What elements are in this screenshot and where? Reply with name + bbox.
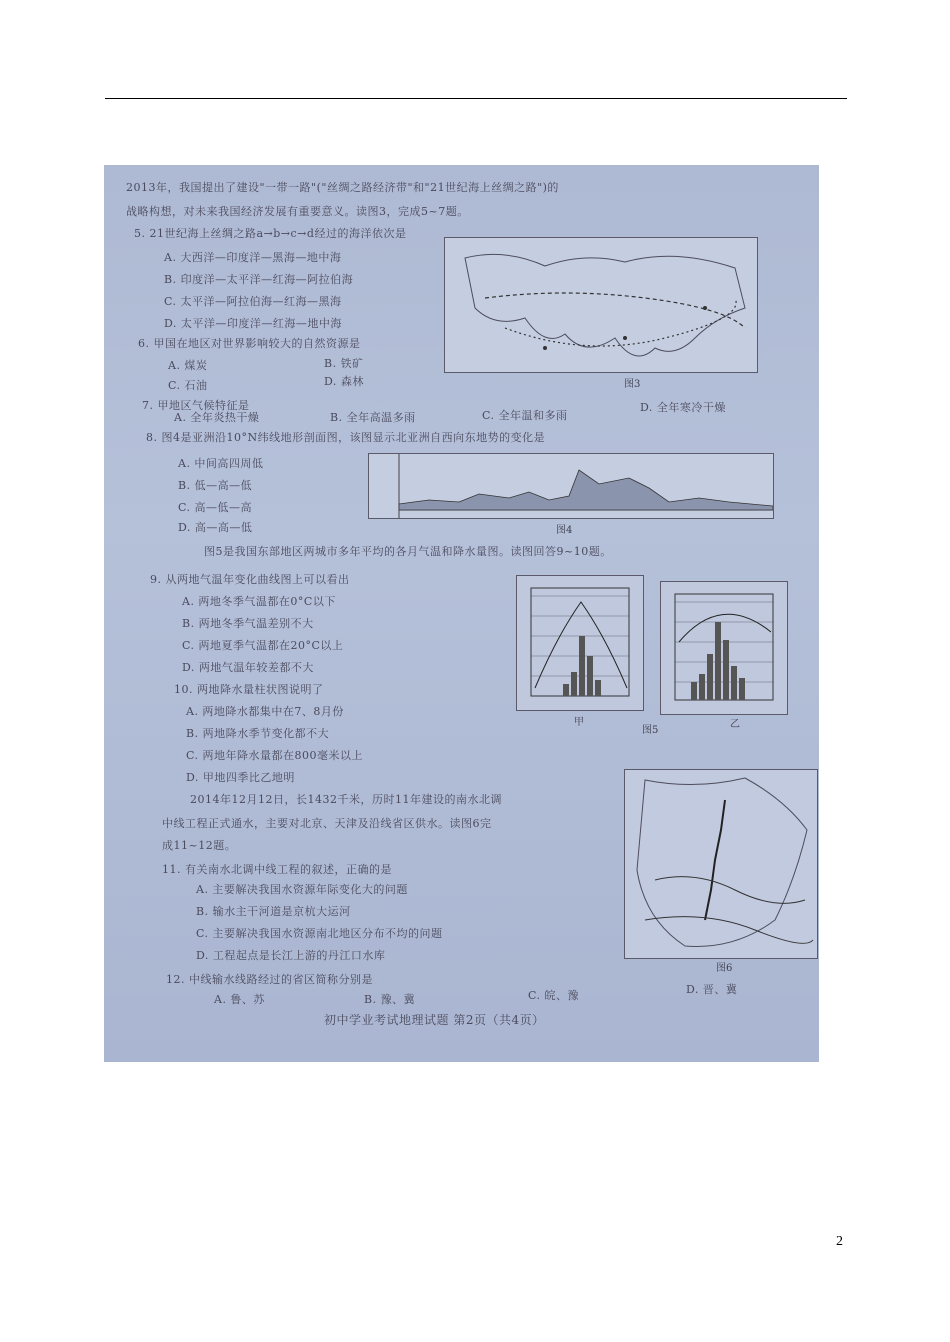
- q6-option-a: A. 煤炭: [168, 359, 208, 372]
- q8-option-c: C. 高—低—高: [178, 501, 253, 514]
- q9-option-a: A. 两地冬季气温都在0°C以下: [182, 595, 336, 608]
- q11-option-b: B. 输水主干河道是京杭大运河: [196, 905, 351, 918]
- question-11: 11. 有关南水北调中线工程的叙述，正确的是: [162, 863, 392, 876]
- q10-option-b: B. 两地降水季节变化都不大: [186, 727, 330, 740]
- question-10: 10. 两地降水量柱状图说明了: [174, 683, 324, 696]
- figure-5-chart-b: [660, 581, 788, 715]
- q7-option-c: C. 全年温和多雨: [482, 409, 568, 422]
- q8-option-a: A. 中间高四周低: [178, 457, 264, 470]
- figure-6-caption: 图6: [716, 963, 733, 974]
- question-8: 8. 图4是亚洲沿10°N纬线地形剖面图，该图显示北亚洲自西向东地势的变化是: [146, 431, 546, 444]
- q12-option-b: B. 豫、冀: [364, 993, 416, 1006]
- intro-2: 图5是我国东部地区两城市多年平均的各月气温和降水量图。读图回答9~10题。: [204, 545, 612, 558]
- intro-3-line-3: 成11~12题。: [162, 839, 237, 852]
- question-7: 7. 甲地区气候特征是: [142, 399, 250, 412]
- q10-option-c: C. 两地年降水量都在800毫米以上: [186, 749, 364, 762]
- figure-5-label-a: 甲: [574, 717, 584, 728]
- figure-5-label-b: 乙: [730, 719, 740, 730]
- scanned-exam-photo: [104, 165, 819, 1062]
- q9-option-c: C. 两地夏季气温都在20°C以上: [182, 639, 344, 652]
- header-rule: [105, 98, 847, 99]
- q11-option-c: C. 主要解决我国水资源南北地区分布不均的问题: [196, 927, 443, 940]
- q8-option-d: D. 高—高—低: [178, 521, 253, 534]
- q7-option-b: B. 全年高温多雨: [330, 411, 416, 424]
- q12-option-a: A. 鲁、苏: [214, 993, 265, 1006]
- q5-option-c: C. 太平洋—阿拉伯海—红海—黑海: [164, 295, 342, 308]
- q8-option-b: B. 低—高—低: [178, 479, 253, 492]
- question-5: 5. 21世纪海上丝绸之路a→b→c→d经过的海洋依次是: [134, 227, 407, 240]
- q7-option-a: A. 全年炎热干燥: [174, 411, 260, 424]
- question-12: 12. 中线输水线路经过的省区简称分别是: [166, 973, 373, 986]
- intro-3-line-2: 中线工程正式通水，主要对北京、天津及沿线省区供水。读图6完: [162, 817, 492, 830]
- question-6: 6. 甲国在地区对世界影响较大的自然资源是: [138, 337, 361, 350]
- q9-option-b: B. 两地冬季气温差别不大: [182, 617, 314, 630]
- q5-option-d: D. 太平洋—印度洋—红海—地中海: [164, 317, 342, 330]
- q9-option-d: D. 两地气温年较差都不大: [182, 661, 314, 674]
- q5-option-a: A. 大西洋—印度洋—黑海—地中海: [164, 251, 342, 264]
- figure-5-caption: 图5: [642, 725, 659, 736]
- question-9: 9. 从两地气温年变化曲线图上可以看出: [150, 573, 350, 586]
- q12-option-d: D. 晋、冀: [686, 983, 738, 996]
- q11-option-a: A. 主要解决我国水资源年际变化大的问题: [196, 883, 408, 896]
- q6-option-b: B. 铁矿: [324, 357, 364, 370]
- intro-line-1: 2013年，我国提出了建设"一带一路"("丝绸之路经济带"和"21世纪海上丝绸之路")的: [126, 181, 559, 194]
- figure-4-profile: [368, 453, 774, 519]
- page-number: 2: [836, 1234, 843, 1249]
- q7-option-d: D. 全年寒冷干燥: [640, 401, 726, 414]
- q10-option-d: D. 甲地四季比乙地明: [186, 771, 295, 784]
- figure-3-caption: 图3: [624, 379, 641, 390]
- scan-footer: 初中学业考试地理试题 第2页（共4页）: [324, 1013, 545, 1027]
- figure-6-map: [624, 769, 818, 959]
- intro-line-2: 战略构想，对未来我国经济发展有重要意义。读图3，完成5~7题。: [126, 205, 469, 218]
- q11-option-d: D. 工程起点是长江上游的丹江口水库: [196, 949, 386, 962]
- q6-option-c: C. 石油: [168, 379, 208, 392]
- q6-option-d: D. 森林: [324, 375, 364, 388]
- q10-option-a: A. 两地降水都集中在7、8月份: [186, 705, 344, 718]
- intro-3-line-1: 2014年12月12日，长1432千米，历时11年建设的南水北调: [190, 793, 502, 806]
- q12-option-c: C. 皖、豫: [528, 989, 580, 1002]
- figure-3-map: [444, 237, 758, 373]
- figure-5-chart-a: [516, 575, 644, 711]
- q5-option-b: B. 印度洋—太平洋—红海—阿拉伯海: [164, 273, 354, 286]
- figure-4-caption: 图4: [556, 525, 573, 536]
